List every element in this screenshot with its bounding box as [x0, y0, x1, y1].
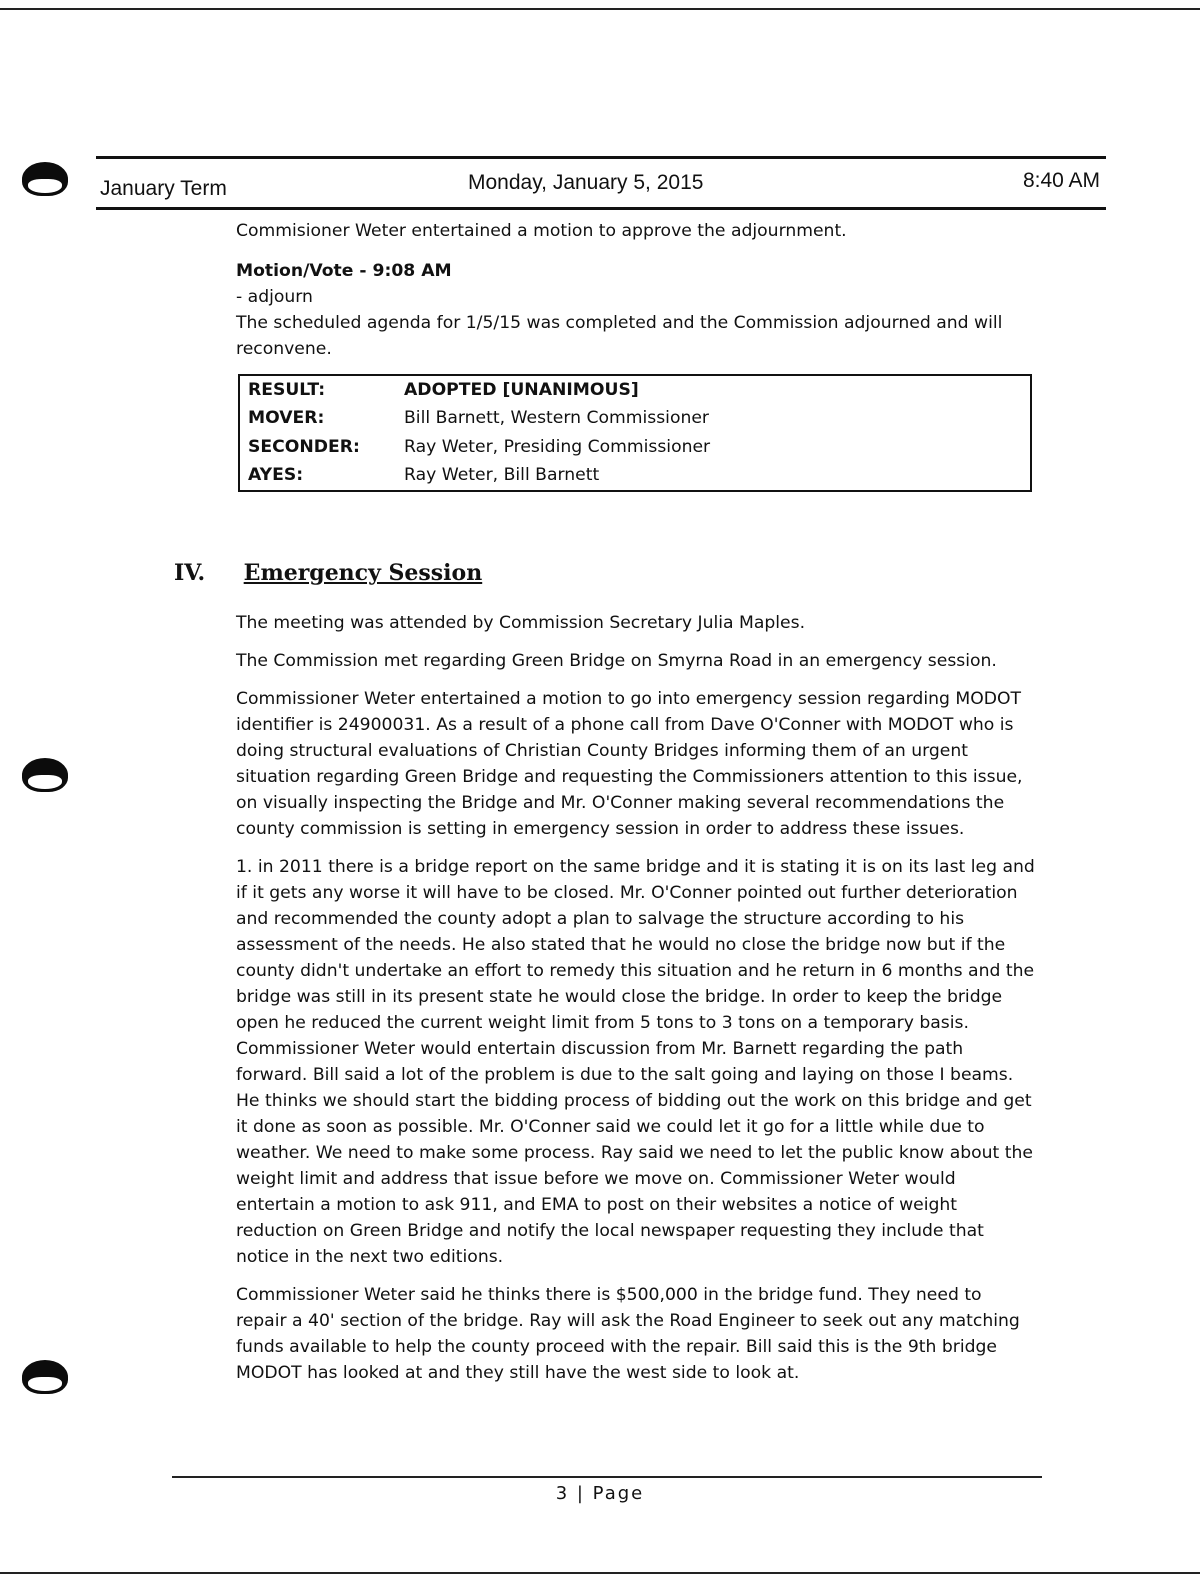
vote-value: Ray Weter, Presiding Commissioner	[404, 436, 711, 457]
vote-label: SECONDER:	[248, 436, 360, 457]
section-title: Emergency Session	[243, 560, 483, 586]
adjournment-summary: The scheduled agenda for 1/5/15 was completed and the Commission adjourned and will reconvene.	[236, 313, 1003, 359]
bridge-fund-paragraph: Commissioner Weter said he thinks there is $500,000 in the bridge fund. They need to repair a 40' section of the bridge. Ray will ask the Road Engineer to seek out any matching funds available to help the county proceed with the repair. Bill said this is the 9th bridge MODOT has looked at and they still have the west side to look at.	[236, 1285, 1020, 1383]
meeting-purpose-paragraph: The Commission met regarding Green Bridge on Smyrna Road in an emergency session.	[236, 651, 997, 671]
motion-item: - adjourn	[236, 287, 313, 307]
attendance-paragraph: The meeting was attended by Commission Secretary Julia Maples.	[236, 613, 806, 633]
meeting-time: 8:40 AM	[1022, 169, 1100, 192]
vote-label: MOVER:	[248, 408, 325, 429]
motion-vote-label: Motion/Vote - 9:08 AM	[236, 261, 452, 281]
adjournment-block	[236, 218, 1036, 362]
adjournment-motion-text: Commisioner Weter entertained a motion to approve the adjournment.	[236, 221, 847, 241]
page-number: 3 | Page	[555, 1483, 645, 1504]
emergency-session-body	[236, 610, 1036, 1386]
vote-value: Ray Weter, Bill Barnett	[404, 465, 600, 486]
footer-divider	[172, 1476, 1042, 1478]
punch-hole-icon	[22, 758, 68, 792]
punch-hole-icon	[22, 1360, 68, 1394]
section-heading	[174, 560, 482, 586]
vote-value: ADOPTED [UNANIMOUS]	[404, 379, 639, 400]
emergency-motion-paragraph: Commissioner Weter entertained a motion to go into emergency session regarding MODOT identifier is 24900031. As a result of a phone call from Dave O'Conner with MODOT who is doing structural evaluations of Christian County Bridges informing them of an urgent situation regarding Green Bridge and requesting the Commissioners attention to this issue, on visually inspecting the Bridge and Mr. O'Conner making several recommendations the county commission is setting in emergency session in order to address these issues.	[236, 689, 1023, 839]
vote-label: AYES:	[248, 465, 304, 486]
vote-value: Bill Barnett, Western Commissioner	[404, 408, 710, 429]
meeting-date: Monday, January 5, 2015	[468, 171, 704, 194]
vote-label: RESULT:	[248, 379, 326, 400]
vote-row-result	[239, 375, 1031, 405]
top-scan-edge	[0, 8, 1200, 10]
bottom-scan-edge	[0, 1572, 1200, 1574]
section-number: IV.	[174, 560, 206, 586]
bridge-report-paragraph: 1. in 2011 there is a bridge report on the same bridge and it is stating it is on its last leg and if it gets any worse it will have to be closed. Mr. O'Conner pointed out further deterioration and recommended the county adopt a plan to salvage the structure according to his assessment of the needs. He also stated that he would no close the bridge now but if the county didn't undertake an effort to remedy this situation and he return in 6 months and the bridge was still in its present state he would close the bridge. In order to keep the bridge open he reduced the current weight limit from 5 tons to 3 tons on a temporary basis. Commissioner Weter would entertain discussion from Mr. Barnett regarding the path forward. Bill said a lot of the problem is due to the salt going and laying on those I beams. He thinks we should start the bidding process of bidding out the work on this bridge and get it done as soon as possible. Mr. O'Conner said we could let it go for a little while due to weather. We need to make some process. Ray said we need to let the public know about the weight limit and address that issue before we move on. Commissioner Weter would entertain a motion to ask 911, and EMA to post on their websites a notice of weight reduction on Green Bridge and notify the local newspaper requesting they include that notice in the next two editions.	[236, 857, 1035, 1267]
punch-hole-icon	[22, 162, 68, 196]
vote-row-seconder	[239, 433, 1031, 461]
page-header	[96, 156, 1106, 210]
vote-row-mover	[239, 405, 1031, 433]
vote-result-table	[238, 374, 1032, 492]
vote-row-ayes	[239, 461, 1031, 491]
term-label: January Term	[100, 177, 227, 200]
